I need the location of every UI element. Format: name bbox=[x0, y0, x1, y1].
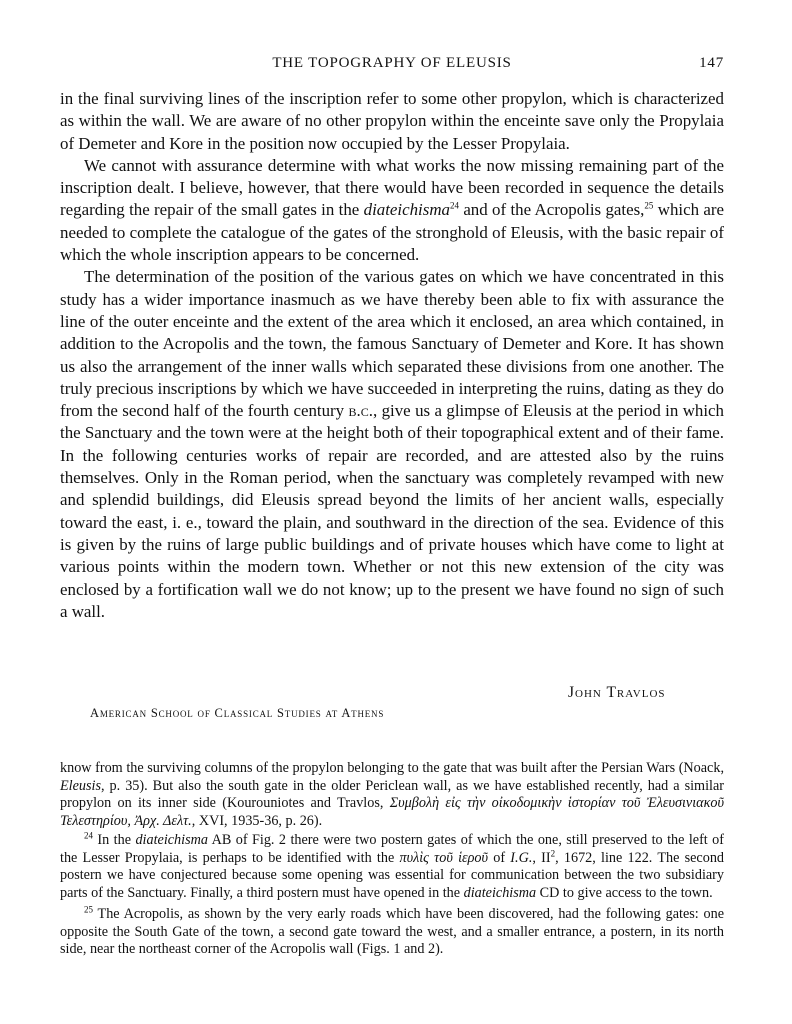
footnote-24: $^{24}$ In the diateichisma AB of Fig. 2 there were two postern gates of which the one, still preserved to the left of the Lesser Propylaia, is perhaps to be identified with the πυλὶς τοῦ ἱεροῦ of I.G., $II^2$, 1672, line 122. The second postern we have conjectured because some opening was essential for communication between the two subsidiary parts of the Sanctuary. Finally, a third postern must have opened in the diateichisma CD to give access to the town. bbox=[60, 830, 725, 901]
author-affiliation: American School of Classical Studies at Athens bbox=[90, 706, 385, 720]
footnote-25: $^{25}$ The Acropolis, as shown by the very early roads which have been discovered, had the following gates: one opposite the South Gate of the town, a second gate toward the west, and a smaller entrance, a postern, in its north side, near the northeast corner of the Acropolis wall (Figs. 1 and 2). bbox=[60, 904, 724, 957]
term-diateichisma: diateichisma bbox=[363, 200, 450, 220]
footnote-continuation: know from the surviving columns of the propylon belonging to the gate that was built after the Persian Wars (Noack, Eleusis, p. 35). But also the south gate in the older Periclean wall, as we have established recently, had a similar propylon on its inner side (Kourouniotes and Travlos, Συμβολὴ εἰς τὴν οἰκοδομικὴν ἱστορίαν τοῦ Ἐλευσινιακοῦ Τελεστηρίου, Ἀρχ. Δελτ., XVI, 1935-36, p. 26). bbox=[60, 760, 724, 829]
main-text bbox=[60, 88, 724, 623]
era-abbrev: b.c. bbox=[348, 401, 373, 421]
paragraph-3: The determination of the position of the various gates on which we have concentrated in this study has a wider importance inasmuch as we have thereby been able to fix with assurance the line of the outer enceinte and the extent of the area which it enclosed, an area which contained, in addition to the Acropolis and the town, the famous Sanctuary of Demeter and Kore. It has shown us also the arrangement of the inner walls which separated these divisions from one another. The truly precious inscriptions by which we have succeeded in interpreting the ruins, dating as they do from the second half of the fourth century b.c., give us a glimpse of Eleusis at the period in which the Sanctuary and the town were at the height both of their topographical extent and of their fame. In the following centuries works of repair are recorded, and are attested also by the ruins themselves. Only in the Roman period, when the sanctuary was completely revamped with new and splendid buildings, did Eleusis spread beyond the limits of her ancient walls, especially toward the east, i. e., toward the plain, and southward in the direction of the sea. Evidence of this is given by the ruins of large public buildings and of private houses which have come to light at various points within the modern town. Whether or not this new extension of the city was enclosed by a fortification wall we do not know; up to the present we have found no sign of such a wall. bbox=[60, 267, 724, 621]
greek-phrase: πυλὶς τοῦ ἱεροῦ bbox=[399, 849, 489, 866]
running-title: THE TOPOGRAPHY OF ELEUSIS bbox=[272, 55, 512, 71]
footnote-ref-25: 25 bbox=[644, 200, 654, 211]
page-header bbox=[60, 55, 724, 79]
author-signature: John Travlos bbox=[568, 684, 666, 701]
page-number: 147 bbox=[699, 55, 724, 71]
footnote-ref-24: 24 bbox=[449, 200, 459, 211]
greek-citation: Συμβολὴ εἰς τὴν οἰκοδομικὴν ἱστορίαν τοῦ Ἐλευσινιακοῦ Τελεστηρίου, Ἀρχ. Δελτ. bbox=[60, 795, 724, 829]
paragraph-1: in the final surviving lines of the inscription refer to some other propylon, which is characterized as within the wall. We are aware of no other propylon within the enceinte save only the Propylaia of Demeter and Kore in the position now occupied by the Lesser Propylaia. bbox=[60, 89, 724, 153]
paragraph-2: We cannot with assurance determine with what works the now missing remaining part of the inscription dealt. I believe, however, that there would have been recorded in sequence the details regarding the repair of the small gates in the diateichisma$^{24}$ and of the Acropolis gates,$^{25}$ which are needed to complete the catalogue of the gates of the stronghold of Eleusis, with the basic repair of which the whole inscription appears to be concerned. bbox=[60, 155, 724, 265]
footnotes bbox=[60, 760, 724, 959]
